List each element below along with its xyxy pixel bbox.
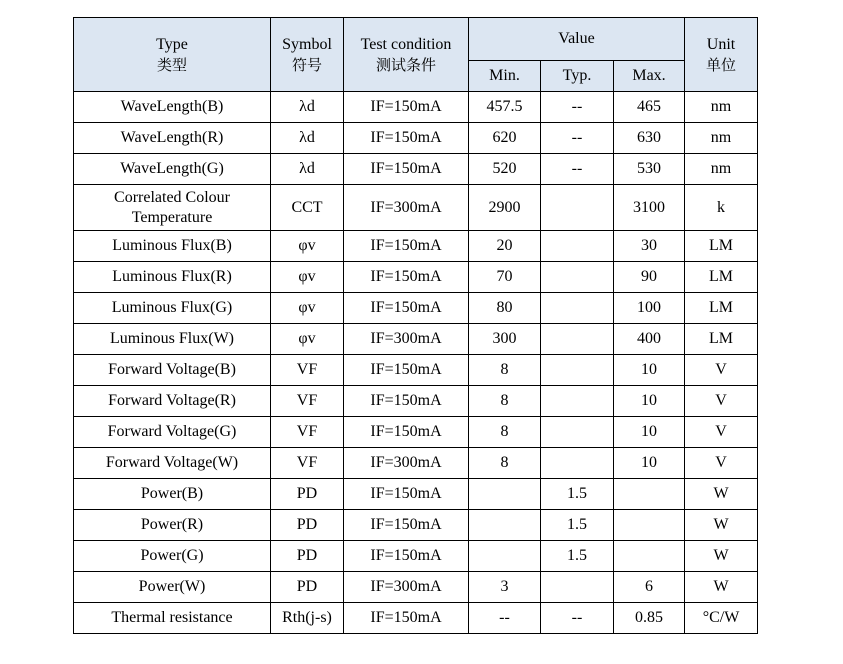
cell-min: 8 — [469, 417, 541, 448]
cell-type: Power(B) — [74, 479, 271, 510]
table-row — [74, 603, 758, 634]
cell-max: 530 — [614, 154, 685, 185]
cell-type: Power(W) — [74, 572, 271, 603]
table-row — [74, 355, 758, 386]
cell-condition: IF=300mA — [344, 448, 469, 479]
table-row — [74, 185, 758, 231]
cell-condition: IF=150mA — [344, 154, 469, 185]
cell-typ: 1.5 — [541, 510, 614, 541]
table-header — [74, 18, 758, 92]
header-unit-en: Unit — [706, 35, 736, 53]
header-symbol-en: Symbol — [282, 35, 332, 53]
cell-unit: nm — [685, 123, 758, 154]
cell-unit: nm — [685, 154, 758, 185]
cell-max: 465 — [614, 92, 685, 123]
cell-typ: -- — [541, 123, 614, 154]
cell-condition: IF=150mA — [344, 262, 469, 293]
cell-unit: V — [685, 448, 758, 479]
cell-condition: IF=150mA — [344, 603, 469, 634]
cell-symbol: PD — [271, 510, 344, 541]
header-test-condition-cn: 测试条件 — [375, 55, 436, 74]
cell-max: 400 — [614, 324, 685, 355]
cell-min: 3 — [469, 572, 541, 603]
cell-min: 457.5 — [469, 92, 541, 123]
cell-min: 8 — [469, 386, 541, 417]
header-test-condition-en: Test condition — [360, 35, 452, 53]
cell-typ: 1.5 — [541, 541, 614, 572]
header-unit — [685, 18, 758, 92]
cell-symbol: PD — [271, 541, 344, 572]
header-symbol-cn: 符号 — [291, 55, 322, 74]
cell-symbol: VF — [271, 355, 344, 386]
table-row — [74, 386, 758, 417]
cell-type: Forward Voltage(G) — [74, 417, 271, 448]
cell-typ — [541, 185, 614, 231]
cell-max: 30 — [614, 231, 685, 262]
cell-condition: IF=300mA — [344, 324, 469, 355]
table-row — [74, 231, 758, 262]
cell-symbol: λd — [271, 92, 344, 123]
cell-typ — [541, 262, 614, 293]
cell-max: 10 — [614, 417, 685, 448]
cell-symbol: φv — [271, 262, 344, 293]
spec-table — [73, 17, 758, 634]
cell-max: 6 — [614, 572, 685, 603]
table-row — [74, 448, 758, 479]
cell-min: 70 — [469, 262, 541, 293]
header-type — [74, 18, 271, 92]
cell-symbol: Rth(j-s) — [271, 603, 344, 634]
cell-typ: 1.5 — [541, 479, 614, 510]
table-body — [74, 92, 758, 634]
cell-symbol: φv — [271, 231, 344, 262]
cell-unit: LM — [685, 262, 758, 293]
cell-max: 0.85 — [614, 603, 685, 634]
header-type-cn: 类型 — [156, 55, 187, 74]
cell-unit: k — [685, 185, 758, 231]
cell-min: 8 — [469, 448, 541, 479]
cell-min — [469, 479, 541, 510]
cell-typ — [541, 448, 614, 479]
table-row — [74, 123, 758, 154]
cell-condition: IF=150mA — [344, 293, 469, 324]
cell-symbol: φv — [271, 324, 344, 355]
cell-max — [614, 479, 685, 510]
cell-unit: V — [685, 417, 758, 448]
cell-max: 10 — [614, 448, 685, 479]
cell-typ — [541, 231, 614, 262]
table-row — [74, 92, 758, 123]
cell-condition: IF=150mA — [344, 417, 469, 448]
cell-unit: W — [685, 541, 758, 572]
cell-min: 620 — [469, 123, 541, 154]
header-typ: Typ. — [541, 61, 614, 92]
cell-condition: IF=300mA — [344, 185, 469, 231]
table-row — [74, 479, 758, 510]
cell-typ — [541, 386, 614, 417]
table-row — [74, 417, 758, 448]
cell-min: 20 — [469, 231, 541, 262]
cell-condition: IF=150mA — [344, 92, 469, 123]
cell-unit: °C/W — [685, 603, 758, 634]
cell-max: 90 — [614, 262, 685, 293]
cell-max — [614, 510, 685, 541]
table-row — [74, 572, 758, 603]
cell-max: 10 — [614, 386, 685, 417]
cell-condition: IF=150mA — [344, 123, 469, 154]
cell-unit: W — [685, 479, 758, 510]
cell-unit: V — [685, 386, 758, 417]
cell-unit: LM — [685, 324, 758, 355]
cell-typ — [541, 324, 614, 355]
cell-typ — [541, 572, 614, 603]
header-type-en: Type — [156, 35, 188, 53]
cell-type: Luminous Flux(G) — [74, 293, 271, 324]
cell-min: 2900 — [469, 185, 541, 231]
cell-condition: IF=300mA — [344, 572, 469, 603]
cell-type: Correlated Colour Temperature — [74, 185, 271, 231]
cell-symbol: λd — [271, 154, 344, 185]
cell-type: Forward Voltage(W) — [74, 448, 271, 479]
cell-min: 300 — [469, 324, 541, 355]
cell-typ: -- — [541, 154, 614, 185]
cell-type: Luminous Flux(W) — [74, 324, 271, 355]
cell-symbol: λd — [271, 123, 344, 154]
cell-unit: W — [685, 572, 758, 603]
header-symbol — [271, 18, 344, 92]
table-row — [74, 262, 758, 293]
cell-condition: IF=150mA — [344, 541, 469, 572]
header-unit-cn: 单位 — [706, 55, 737, 74]
cell-unit: LM — [685, 231, 758, 262]
table-row — [74, 293, 758, 324]
cell-symbol: φv — [271, 293, 344, 324]
cell-min — [469, 510, 541, 541]
cell-type: Power(R) — [74, 510, 271, 541]
cell-max: 3100 — [614, 185, 685, 231]
header-value: Value — [469, 18, 685, 61]
cell-min: 80 — [469, 293, 541, 324]
header-min: Min. — [469, 61, 541, 92]
cell-max — [614, 541, 685, 572]
cell-min — [469, 541, 541, 572]
table-row — [74, 510, 758, 541]
cell-symbol: CCT — [271, 185, 344, 231]
cell-type: Luminous Flux(R) — [74, 262, 271, 293]
header-max: Max. — [614, 61, 685, 92]
cell-min: 8 — [469, 355, 541, 386]
cell-unit: W — [685, 510, 758, 541]
cell-condition: IF=150mA — [344, 510, 469, 541]
cell-unit: LM — [685, 293, 758, 324]
cell-max: 100 — [614, 293, 685, 324]
cell-max: 10 — [614, 355, 685, 386]
cell-type: Thermal resistance — [74, 603, 271, 634]
cell-unit: nm — [685, 92, 758, 123]
cell-typ — [541, 417, 614, 448]
table-row — [74, 324, 758, 355]
cell-min: 520 — [469, 154, 541, 185]
cell-type: Forward Voltage(R) — [74, 386, 271, 417]
cell-symbol: PD — [271, 479, 344, 510]
cell-type: WaveLength(B) — [74, 92, 271, 123]
cell-type: Forward Voltage(B) — [74, 355, 271, 386]
cell-condition: IF=150mA — [344, 479, 469, 510]
cell-symbol: VF — [271, 448, 344, 479]
table-row — [74, 541, 758, 572]
table-row — [74, 154, 758, 185]
cell-max: 630 — [614, 123, 685, 154]
cell-symbol: VF — [271, 417, 344, 448]
cell-type: WaveLength(R) — [74, 123, 271, 154]
cell-condition: IF=150mA — [344, 386, 469, 417]
header-test-condition — [344, 18, 469, 92]
cell-unit: V — [685, 355, 758, 386]
cell-typ — [541, 355, 614, 386]
cell-type: Power(G) — [74, 541, 271, 572]
cell-symbol: VF — [271, 386, 344, 417]
cell-type: Luminous Flux(B) — [74, 231, 271, 262]
cell-type: WaveLength(G) — [74, 154, 271, 185]
cell-condition: IF=150mA — [344, 231, 469, 262]
cell-symbol: PD — [271, 572, 344, 603]
cell-condition: IF=150mA — [344, 355, 469, 386]
cell-min: -- — [469, 603, 541, 634]
cell-typ — [541, 293, 614, 324]
cell-typ: -- — [541, 603, 614, 634]
cell-typ: -- — [541, 92, 614, 123]
